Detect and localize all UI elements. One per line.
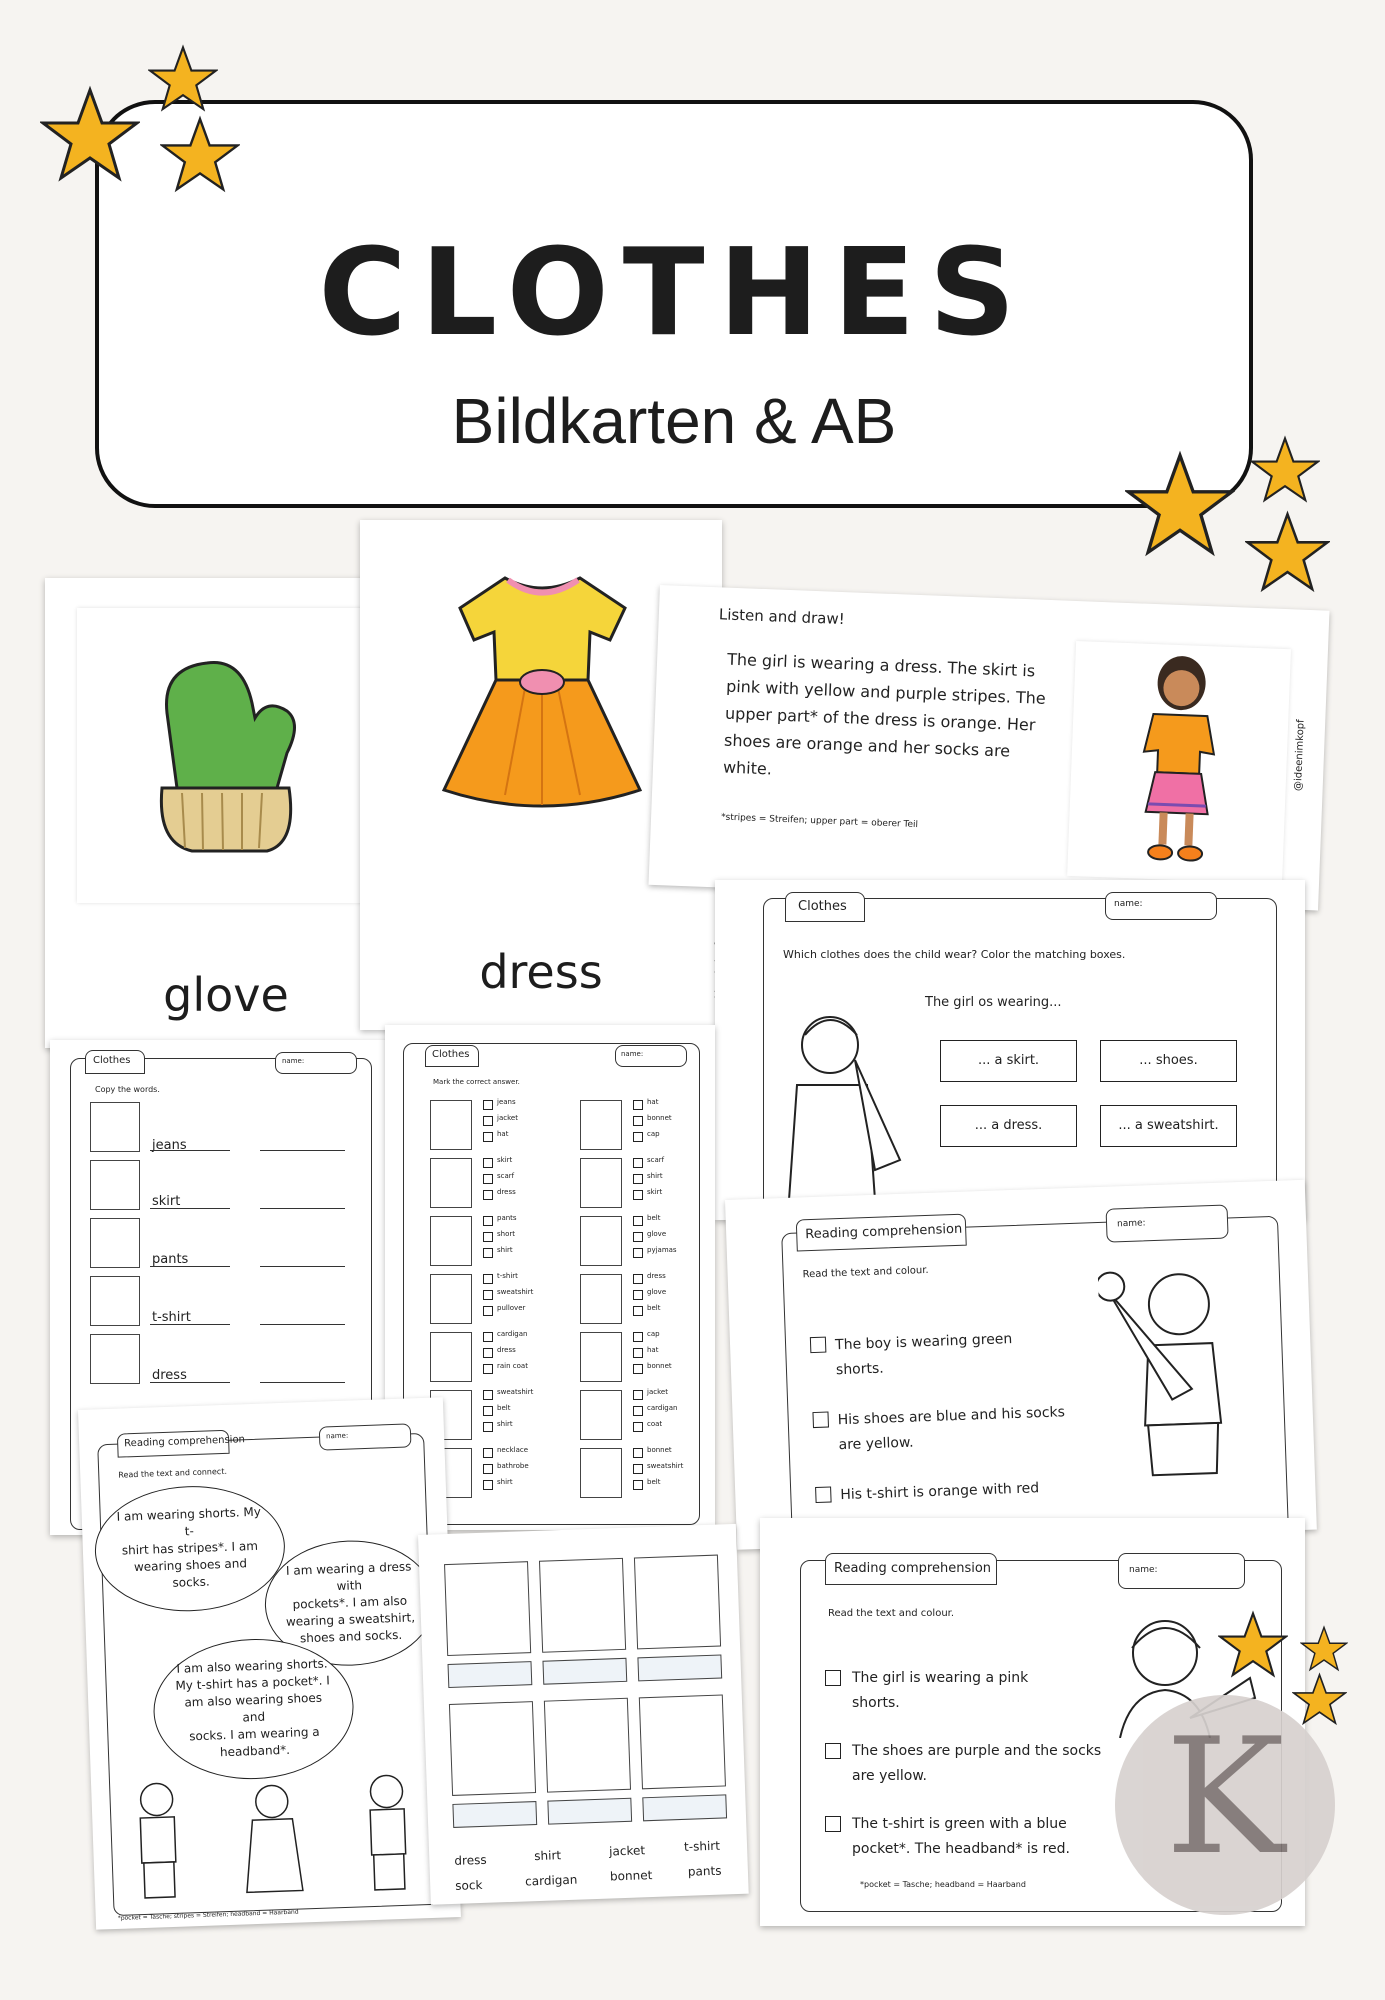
coat-thumbnail [449,1701,536,1796]
worksheet-title-tab [117,1430,246,1458]
word-dress: dress [152,1368,187,1383]
logo-letter: K [1165,1703,1285,1890]
option-box-dress[interactable]: ... a dress. [940,1105,1077,1147]
name-field [1105,892,1217,920]
answer-label: skirt [647,1188,663,1196]
copy-line[interactable] [260,1266,345,1267]
word-pants[interactable]: pants [687,1863,722,1879]
answer-checkbox[interactable] [483,1364,493,1374]
option-box-sweatshirt[interactable]: ... a sweatshirt. [1100,1105,1237,1147]
copy-line[interactable] [260,1324,345,1325]
statement-1: The girl is wearing a pink shorts. [852,1670,1029,1711]
answer-label: hat [647,1098,659,1106]
answer-label: necklace [497,1446,529,1454]
worksheet-title: Clothes [432,1049,470,1060]
answer-checkbox[interactable] [633,1248,643,1258]
tshirt-thumbnail [539,1558,626,1653]
answer-checkbox[interactable] [483,1190,493,1200]
answer-label: coat [647,1420,663,1428]
answer-label: bathrobe [497,1462,529,1470]
listen-and-draw-card [648,585,1329,910]
worksheet-title: Clothes [798,899,847,914]
answer-checkbox[interactable] [483,1274,493,1284]
worksheet-title-tab [425,1045,479,1067]
listen-watermark: @ideenimkopf [1292,719,1307,792]
copy-line[interactable] [150,1382,230,1383]
word-dress[interactable]: dress [454,1852,487,1868]
copy-line[interactable] [150,1324,230,1325]
answer-label: cardigan [647,1404,678,1412]
option-box-shoes[interactable]: ... shoes. [1100,1040,1237,1082]
worksheet-title: Clothes [93,1055,131,1066]
answer-label: hat [497,1130,509,1138]
right-group-thumbnail [580,1274,622,1324]
checkbox[interactable] [825,1670,841,1686]
answer-label: jeans [497,1098,516,1106]
answer-checkbox[interactable] [633,1158,643,1168]
answer-label: glove [647,1230,667,1238]
answer-label: cardigan [497,1330,528,1338]
instruction: Copy the words. [95,1085,160,1094]
mitten-illustration [137,643,317,868]
right-group-thumbnail [580,1216,622,1266]
checkbox[interactable] [825,1743,841,1759]
answer-slot[interactable] [452,1801,537,1828]
copy-line[interactable] [150,1208,230,1209]
glove-picture-card [45,578,407,1048]
worksheet-title: Reading comprehension [834,1561,992,1576]
answer-checkbox[interactable] [633,1132,643,1142]
answer-checkbox[interactable] [633,1364,643,1374]
answer-label: pullover [497,1304,526,1312]
answer-slot[interactable] [542,1658,627,1685]
left-group-thumbnail [430,1274,472,1324]
card-word-dress: dress [479,945,603,999]
left-group-thumbnail [430,1216,472,1266]
name-label: name: [325,1431,349,1441]
listen-text: The girl is wearing a dress. The skirt is pink with yellow and purple stripes. The upper part* of the dress is orange. Her shoes are orange and her socks are white. [722,649,1047,779]
answer-label: belt [647,1214,661,1222]
answer-checkbox[interactable] [483,1306,493,1316]
instruction: Which clothes does the child wear? Color the matching boxes. [783,948,1126,961]
answer-label: glove [647,1288,667,1296]
star-icon [148,44,218,114]
bonnet-thumbnail [639,1694,726,1789]
worksheet-reading-connect [78,1397,461,1929]
answer-checkbox[interactable] [483,1332,493,1342]
instruction: Read the text and colour. [828,1608,955,1619]
answer-label: dress [497,1346,516,1354]
word-pants: pants [152,1252,189,1267]
worksheet-title: Reading comprehension [804,1221,963,1243]
answer-checkbox[interactable] [483,1422,493,1432]
answer-label: jacket [647,1388,668,1396]
answer-checkbox[interactable] [633,1290,643,1300]
answer-label: shirt [497,1246,513,1254]
star-icon [1300,1625,1348,1673]
answer-checkbox[interactable] [633,1190,643,1200]
girl-with-cone-illustration [775,1000,905,1220]
answer-checkbox[interactable] [633,1390,643,1400]
worksheet-cut-words [418,1524,749,1905]
answer-checkbox[interactable] [483,1390,493,1400]
checkbox[interactable] [810,1337,827,1354]
word-skirt: skirt [152,1194,181,1209]
dress-illustration [430,560,655,825]
title-card [95,100,1253,508]
right-group-thumbnail [580,1390,622,1440]
worksheet-title: Reading comprehension [124,1434,246,1450]
answer-slot[interactable] [448,1661,533,1688]
answer-checkbox[interactable] [633,1216,643,1226]
star-icon [40,85,140,185]
instruction: Mark the correct answer. [433,1078,520,1086]
word-shirt[interactable]: shirt [534,1848,562,1864]
solution-area [1067,641,1291,884]
answer-label: skirt [497,1156,513,1164]
speech-bubble-2: I am wearing a dress with pockets*. I am also wearing a sweatshirt, shoes and socks. [263,1538,437,1669]
word-sock[interactable]: sock [455,1877,483,1893]
answer-checkbox[interactable] [483,1100,493,1110]
answer-label: shirt [497,1478,513,1486]
answer-label: bonnet [647,1446,672,1454]
tshirt-thumbnail [90,1276,140,1326]
answer-label: pyjamas [647,1246,677,1254]
statement-2: The shoes are purple and the socks are yellow. [852,1743,1102,1784]
answer-checkbox[interactable] [483,1158,493,1168]
statement-1: The boy is wearing green shorts. [834,1331,1013,1379]
picture-area [77,608,377,903]
jacket-thumbnail [634,1555,721,1650]
answer-label: short [497,1230,515,1238]
answer-checkbox[interactable] [633,1406,643,1416]
worksheet-reading-boy [725,1180,1317,1550]
answer-checkbox[interactable] [483,1448,493,1458]
copy-line[interactable] [260,1150,345,1151]
answer-checkbox[interactable] [483,1174,493,1184]
answer-label: hat [647,1346,659,1354]
answer-checkbox[interactable] [633,1448,643,1458]
answer-slot[interactable] [642,1794,727,1821]
statement-3: The t-shirt is green with a blue pocket*. The headband* is red. [852,1816,1070,1857]
answer-label: sweatshirt [497,1288,534,1296]
answer-checkbox[interactable] [633,1464,643,1474]
answer-slot[interactable] [547,1798,632,1825]
sock-thumbnail [544,1698,631,1793]
footnote: *pocket = Tasche; stripes = Streifen; headband = Haarband [117,1908,299,1922]
dress-thumbnail [444,1561,531,1656]
speech-bubble-1: I am wearing shorts. My t- shirt has stripes*. I am wearing shoes and socks. [93,1483,287,1615]
worksheet-color-boxes [715,880,1305,1220]
jeans-thumbnail [90,1102,140,1152]
pants-thumbnail [90,1218,140,1268]
name-label: name: [1116,1218,1146,1230]
checkbox[interactable] [815,1486,832,1503]
star-icon [160,115,240,195]
answer-checkbox[interactable] [633,1480,643,1490]
dress-thumbnail [90,1334,140,1384]
speech-bubble-3: I am also wearing shorts. My t-shirt has a pocket*. I am also wearing shoes and socks. I am wearing a headband*. [151,1636,356,1783]
name-label: name: [621,1050,644,1058]
worksheet-title-tab [796,1214,967,1252]
card-word-glove: glove [163,968,289,1022]
brand-logo [1115,1695,1335,1915]
answer-checkbox[interactable] [483,1248,493,1258]
checkbox[interactable] [812,1412,829,1429]
answer-slot[interactable] [637,1654,722,1681]
worksheet-title-tab [785,892,865,922]
option-box-skirt[interactable]: ... a skirt. [940,1040,1077,1082]
word-cardigan[interactable]: cardigan [524,1872,578,1889]
word-bonnet[interactable]: bonnet [609,1868,653,1884]
answer-label: dress [497,1188,516,1196]
prompt: The girl os wearing... [925,995,1062,1010]
answer-label: pants [497,1214,517,1222]
answer-checkbox[interactable] [633,1174,643,1184]
name-field [1118,1553,1245,1589]
star-icon [1250,435,1320,505]
instruction: Read the text and connect. [118,1466,228,1480]
statement-2: His shoes are blue and his socks are yellow. [837,1404,1066,1454]
name-field [275,1052,357,1074]
answer-label: belt [647,1304,661,1312]
answer-checkbox[interactable] [633,1274,643,1284]
answer-checkbox[interactable] [483,1348,493,1358]
answer-checkbox[interactable] [483,1480,493,1490]
answer-label: scarf [497,1172,515,1180]
answer-checkbox[interactable] [483,1116,493,1126]
answer-label: rain coat [497,1362,528,1370]
answer-checkbox[interactable] [633,1348,643,1358]
answer-label: bonnet [647,1114,672,1122]
answer-checkbox[interactable] [483,1232,493,1242]
answer-checkbox[interactable] [483,1406,493,1416]
three-children-illustration [111,1768,435,1909]
answer-label: t-shirt [497,1272,518,1280]
answer-checkbox[interactable] [633,1100,643,1110]
name-label: name: [1129,1565,1158,1575]
star-icon [1125,450,1235,560]
answer-checkbox[interactable] [633,1232,643,1242]
answer-checkbox[interactable] [633,1332,643,1342]
worksheet-title-tab [85,1050,145,1074]
answer-label: shirt [647,1172,663,1180]
copy-line[interactable] [150,1150,230,1151]
copy-line[interactable] [260,1208,345,1209]
right-group-thumbnail [580,1332,622,1382]
page-subtitle: Bildkarten & AB [451,385,897,457]
answer-label: dress [647,1272,666,1280]
word-jeans: jeans [152,1138,187,1153]
word-tshirt[interactable]: t-shirt [683,1838,721,1854]
star-icon [1218,1610,1288,1680]
name-field [319,1423,412,1450]
statement-3: His t-shirt is orange with red [840,1480,1040,1504]
answer-label: cap [647,1330,660,1338]
answer-checkbox[interactable] [483,1132,493,1142]
name-field [1106,1204,1229,1242]
left-group-thumbnail [430,1158,472,1208]
right-group-thumbnail [580,1158,622,1208]
left-group-thumbnail [430,1332,472,1382]
answer-checkbox[interactable] [633,1422,643,1432]
answer-checkbox[interactable] [483,1464,493,1474]
checkbox[interactable] [825,1816,841,1832]
answer-label: sweatshirt [647,1462,684,1470]
name-label: name: [1114,899,1143,909]
left-group-thumbnail [430,1100,472,1150]
answer-label: jacket [497,1114,518,1122]
word-jacket[interactable]: jacket [608,1843,646,1859]
listen-heading: Listen and draw! [718,605,846,629]
answer-label: scarf [647,1156,665,1164]
answer-label: shirt [497,1420,513,1428]
name-field [615,1045,687,1067]
word-tshirt: t-shirt [152,1310,191,1325]
skirt-thumbnail [90,1160,140,1210]
answer-checkbox[interactable] [633,1116,643,1126]
answer-label: bonnet [647,1362,672,1370]
star-icon [1245,510,1330,595]
name-label: name: [282,1057,305,1065]
footnote: *pocket = Tasche; headband = Haarband [860,1880,1026,1889]
answer-label: cap [647,1130,660,1138]
instruction: Read the text and colour. [802,1264,929,1281]
answer-checkbox[interactable] [633,1306,643,1316]
copy-line[interactable] [260,1382,345,1383]
answer-label: sweatshirt [497,1388,534,1396]
worksheet-title-tab [825,1553,997,1585]
right-group-thumbnail [580,1100,622,1150]
answer-checkbox[interactable] [483,1290,493,1300]
copy-line[interactable] [150,1266,230,1267]
answer-checkbox[interactable] [483,1216,493,1226]
boy-with-cone-illustration [1097,1257,1256,1532]
answer-label: belt [647,1478,661,1486]
right-group-thumbnail [580,1448,622,1498]
answer-label: belt [497,1404,511,1412]
page-title: CLOTHES [318,224,1030,363]
girl-illustration [1120,651,1238,870]
listen-footnote: *stripes = Streifen; upper part = oberer Teil [720,812,919,831]
